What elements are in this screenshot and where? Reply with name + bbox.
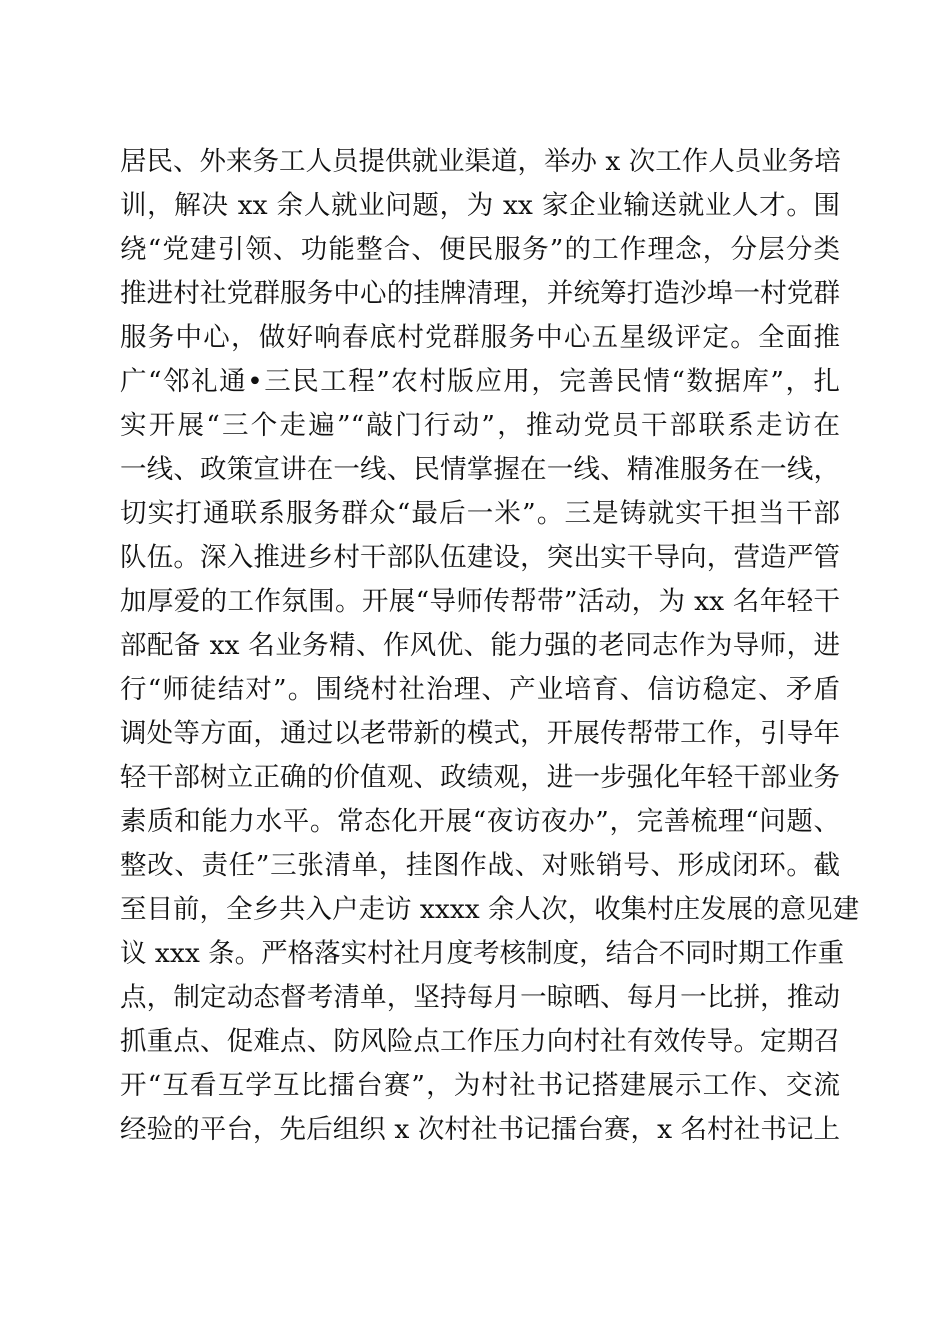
text-line: 议 xxx 条。严格落实村社月度考核制度，结合不同时期工作重 bbox=[120, 938, 845, 969]
text-line: 训，解决 xx 余人就业问题，为 xx 家企业输送就业人才。围 bbox=[120, 190, 840, 221]
text-line: 开“互看互学互比擂台赛”，为村社书记搭建展示工作、交流 bbox=[120, 1070, 840, 1101]
text-line: 部配备 xx 名业务精、作风优、能力强的老同志作为导师，进 bbox=[120, 630, 840, 661]
text-line: 广“邻礼通•三民工程”农村版应用，完善民情“数据库”，扎 bbox=[120, 366, 840, 397]
text-line: 居民、外来务工人员提供就业渠道，举办 x 次工作人员业务培 bbox=[120, 146, 841, 177]
body-text bbox=[120, 140, 860, 1152]
text-line: 切实打通联系服务群众“最后一米”。三是铸就实干担当干部 bbox=[120, 498, 840, 529]
text-line: 行“师徒结对”。围绕村社治理、产业培育、信访稳定、矛盾 bbox=[120, 674, 840, 705]
text-line: 抓重点、促难点、防风险点工作压力向村社有效传导。定期召 bbox=[120, 1026, 840, 1057]
text-line: 实开展“三个走遍”“敲门行动”，推动党员干部联系走访在 bbox=[120, 410, 840, 441]
text-line: 队伍。深入推进乡村干部队伍建设，突出实干导向，营造严管 bbox=[120, 542, 840, 573]
text-line: 经验的平台，先后组织 x 次村社书记擂台赛，x 名村社书记上 bbox=[120, 1114, 840, 1145]
text-line: 加厚爱的工作氛围。开展“导师传帮带”活动，为 xx 名年轻干 bbox=[120, 586, 840, 617]
text-line: 整改、责任”三张清单，挂图作战、对账销号、形成闭环。截 bbox=[120, 850, 840, 881]
text-line: 一线、政策宣讲在一线、民情掌握在一线、精准服务在一线， bbox=[120, 454, 840, 485]
text-line: 推进村社党群服务中心的挂牌清理，并统筹打造沙埠一村党群 bbox=[120, 278, 840, 309]
text-line: 至目前，全乡共入户走访 xxxx 余人次，收集村庄发展的意见建 bbox=[120, 894, 860, 925]
text-line: 服务中心，做好响春底村党群服务中心五星级评定。全面推 bbox=[120, 322, 840, 353]
text-line: 轻干部树立正确的价值观、政绩观，进一步强化年轻干部业务 bbox=[120, 762, 840, 793]
text-line: 绕“党建引领、功能整合、便民服务”的工作理念，分层分类 bbox=[120, 234, 840, 265]
text-line: 点，制定动态督考清单，坚持每月一晾晒、每月一比拼，推动 bbox=[120, 982, 840, 1013]
text-line: 调处等方面，通过以老带新的模式，开展传帮带工作，引导年 bbox=[120, 718, 840, 749]
text-line: 素质和能力水平。常态化开展“夜访夜办”，完善梳理“问题、 bbox=[120, 806, 840, 837]
